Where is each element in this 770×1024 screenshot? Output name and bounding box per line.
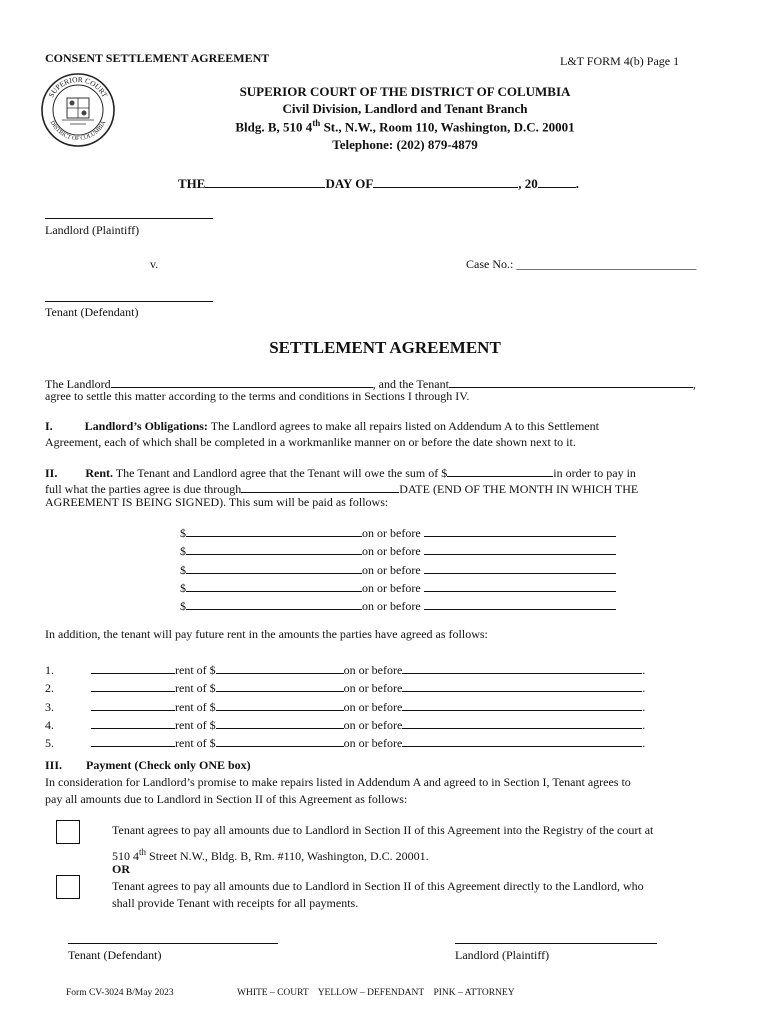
month-blank[interactable] bbox=[373, 174, 518, 188]
option-1-text-1: Tenant agrees to pay all amounts due to Landlord in Section II of this Agreement into the Registry of the court at bbox=[112, 823, 654, 837]
future-rent-amount-blank[interactable] bbox=[216, 660, 344, 674]
direct-payment-checkbox[interactable] bbox=[56, 875, 80, 899]
tenant-signature-line[interactable] bbox=[68, 943, 278, 944]
payment-row: $ on or before bbox=[180, 560, 616, 578]
section-1-line-1: I. Landlord’s Obligations: The Landlord agrees to make all repairs listed on Addendum A to this Settlement bbox=[45, 419, 599, 433]
payment-date-blank[interactable] bbox=[424, 541, 616, 555]
section-2-line-2: full what the parties agree is due through DATE (END OF THE MONTH IN WHICH THE bbox=[45, 479, 638, 497]
future-rent-period-blank[interactable] bbox=[91, 660, 175, 674]
tenant-signature-label: Tenant (Defendant) bbox=[68, 948, 162, 962]
landlord-signature-label: Landlord (Plaintiff) bbox=[455, 948, 550, 962]
future-rent-amount-blank[interactable] bbox=[216, 715, 344, 729]
due-through-blank[interactable] bbox=[241, 479, 399, 493]
or-label: OR bbox=[112, 862, 130, 876]
court-address: Bldg. B, 510 4th St., N.W., Room 110, Washington, D.C. 20001 bbox=[235, 118, 575, 135]
landlord-name-line[interactable] bbox=[45, 218, 213, 219]
payment-amount-blank[interactable] bbox=[186, 596, 362, 610]
payment-row: $ on or before bbox=[180, 541, 616, 559]
section-2-line-1: II. Rent. The Tenant and Landlord agree that the Tenant will owe the sum of $ in order to pay in bbox=[45, 463, 636, 481]
future-rent-amount-blank[interactable] bbox=[216, 733, 344, 747]
payment-amount-blank[interactable] bbox=[186, 560, 362, 574]
future-rent-row: 5. rent of $ on or before . bbox=[45, 733, 645, 751]
future-rent-period-blank[interactable] bbox=[91, 733, 175, 747]
payment-schedule bbox=[180, 523, 616, 614]
payment-amount-blank[interactable] bbox=[186, 523, 362, 537]
future-rent-period-blank[interactable] bbox=[91, 715, 175, 729]
option-2-text-1: Tenant agrees to pay all amounts due to Landlord in Section II of this Agreement directly to the Landlord, who bbox=[112, 879, 644, 893]
tenant-name-blank[interactable] bbox=[449, 374, 693, 388]
future-rent-date-blank[interactable] bbox=[402, 733, 642, 747]
future-rent-row: 1. rent of $ on or before . bbox=[45, 660, 645, 678]
section-3-text-2: pay all amounts due to Landlord in Section II of this Agreement as follows: bbox=[45, 792, 408, 806]
section-3-heading: III. Payment (Check only ONE box) bbox=[45, 758, 251, 772]
section-1-line-2: Agreement, each of which shall be completed in a workmanlike manner on or before the date shown next to it. bbox=[45, 435, 576, 449]
option-1-text-2: 510 4th Street N.W., Bldg. B, Rm. #110, Washington, D.C. 20001. bbox=[112, 847, 429, 863]
court-division: Civil Division, Landlord and Tenant Branch bbox=[282, 101, 528, 116]
future-rent-row: 3. rent of $ on or before . bbox=[45, 697, 645, 715]
rent-sum-blank[interactable] bbox=[447, 463, 553, 477]
day-blank[interactable] bbox=[205, 174, 325, 188]
future-rent-period-blank[interactable] bbox=[91, 697, 175, 711]
year-blank[interactable] bbox=[538, 174, 576, 188]
future-rent-schedule bbox=[45, 660, 645, 751]
tenant-label: Tenant (Defendant) bbox=[45, 305, 139, 319]
form-number: Form CV-3024 B/May 2023 bbox=[66, 988, 174, 998]
future-rent-date-blank[interactable] bbox=[402, 697, 642, 711]
future-rent-date-blank[interactable] bbox=[402, 678, 642, 692]
future-rent-date-blank[interactable] bbox=[402, 715, 642, 729]
intro-line-2: agree to settle this matter according to the terms and conditions in Sections I through IV. bbox=[45, 389, 470, 403]
landlord-name-blank[interactable] bbox=[111, 374, 373, 388]
future-rent-amount-blank[interactable] bbox=[216, 678, 344, 692]
case-number-field[interactable]: Case No.: ______________________________ bbox=[466, 257, 697, 271]
payment-row: $ on or before bbox=[180, 523, 616, 541]
payment-amount-blank[interactable] bbox=[186, 578, 362, 592]
payment-row: $ on or before bbox=[180, 578, 616, 596]
agreement-title: SETTLEMENT AGREEMENT bbox=[269, 338, 501, 357]
future-rent-period-blank[interactable] bbox=[91, 678, 175, 692]
payment-row: $ on or before bbox=[180, 596, 616, 614]
landlord-signature-line[interactable] bbox=[455, 943, 657, 944]
future-rent-row: 2. rent of $ on or before . bbox=[45, 678, 645, 696]
court-telephone: Telephone: (202) 879-4879 bbox=[332, 137, 478, 152]
tenant-name-line[interactable] bbox=[45, 301, 213, 302]
payment-amount-blank[interactable] bbox=[186, 541, 362, 555]
payment-date-blank[interactable] bbox=[424, 596, 616, 610]
registry-payment-checkbox[interactable] bbox=[56, 820, 80, 844]
landlord-label: Landlord (Plaintiff) bbox=[45, 223, 140, 237]
form-page-label: L&T FORM 4(b) Page 1 bbox=[560, 54, 680, 68]
future-rent-date-blank[interactable] bbox=[402, 660, 642, 674]
future-rent-row: 4. rent of $ on or before . bbox=[45, 715, 645, 733]
seal-bottom-text: DISTRICT OF COLUMBIA bbox=[48, 120, 108, 143]
date-line: THE DAY OF , 20 . bbox=[178, 176, 580, 191]
versus-label: v. bbox=[150, 257, 159, 271]
copy-distribution: WHITE – COURT YELLOW – DEFENDANT PINK – ATTORNEY bbox=[237, 988, 515, 998]
option-2-text-2: shall provide Tenant with receipts for all payments. bbox=[112, 896, 359, 910]
seal-top-text: SUPERIOR COURT bbox=[46, 74, 110, 100]
intro-line: The Landlord , and the Tenant , bbox=[45, 374, 696, 392]
section-3-text-1: In consideration for Landlord’s promise to make repairs listed in Addendum A and agreed to in Section I, Tenant agrees to bbox=[45, 775, 631, 789]
payment-date-blank[interactable] bbox=[424, 578, 616, 592]
payment-date-blank[interactable] bbox=[424, 523, 616, 537]
section-2-line-3: AGREEMENT IS BEING SIGNED). This sum will be paid as follows: bbox=[45, 495, 389, 509]
court-name: SUPERIOR COURT OF THE DISTRICT OF COLUMBIA bbox=[239, 84, 571, 99]
future-rent-intro: In addition, the tenant will pay future rent in the amounts the parties have agreed as follows: bbox=[45, 627, 488, 641]
form-title-left: CONSENT SETTLEMENT AGREEMENT bbox=[45, 51, 270, 65]
future-rent-amount-blank[interactable] bbox=[216, 697, 344, 711]
payment-date-blank[interactable] bbox=[424, 560, 616, 574]
